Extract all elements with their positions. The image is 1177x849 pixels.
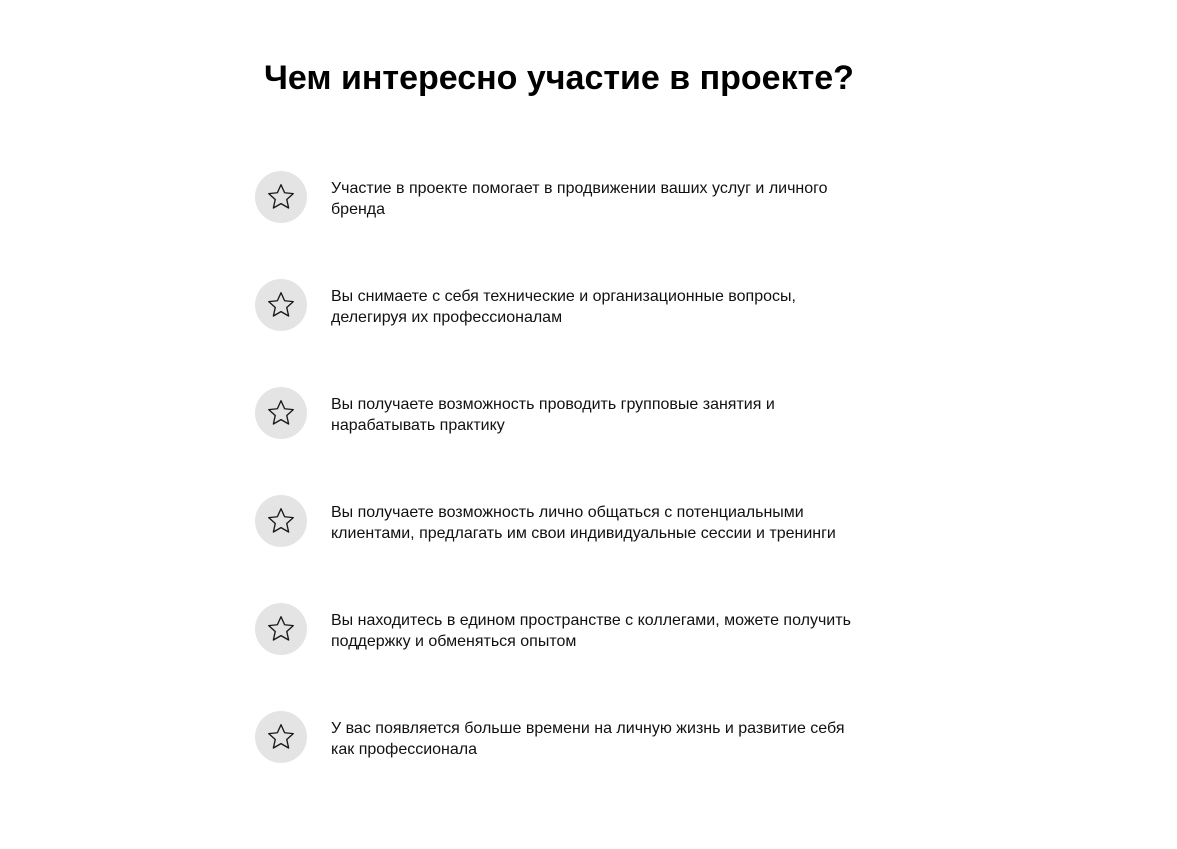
benefit-item	[255, 711, 875, 763]
benefit-item	[255, 387, 875, 439]
icon-badge	[255, 603, 307, 655]
benefit-item	[255, 495, 875, 547]
benefit-text: Вы получаете возможность проводить групповые занятия и нарабатывать практику	[331, 396, 775, 434]
icon-badge	[255, 387, 307, 439]
benefit-text: Вы находитесь в едином пространстве с коллегами, можете получить поддержку и обменяться опытом	[331, 612, 851, 650]
icon-badge	[255, 279, 307, 331]
section-title: Чем интересно участие в проекте?	[264, 59, 854, 97]
icon-badge	[255, 711, 307, 763]
benefit-text: У вас появляется больше времени на личную жизнь и развитие себя как профессионала	[331, 720, 845, 758]
star-icon	[266, 290, 296, 320]
icon-badge	[255, 495, 307, 547]
benefit-text: Вы получаете возможность лично общаться с потенциальными клиентами, предлагать им свои индивидуальные сессии и тренинги	[331, 504, 836, 542]
icon-badge	[255, 171, 307, 223]
star-icon	[266, 722, 296, 752]
benefit-text: Участие в проекте помогает в продвижении ваших услуг и личного бренда	[331, 180, 828, 218]
benefit-item	[255, 279, 875, 331]
star-icon	[266, 614, 296, 644]
star-icon	[266, 506, 296, 536]
benefit-item	[255, 171, 875, 223]
benefit-text: Вы снимаете с себя технические и организационные вопросы, делегируя их профессионалам	[331, 288, 796, 326]
benefit-item	[255, 603, 875, 655]
star-icon	[266, 182, 296, 212]
benefits-list	[255, 171, 875, 763]
star-icon	[266, 398, 296, 428]
